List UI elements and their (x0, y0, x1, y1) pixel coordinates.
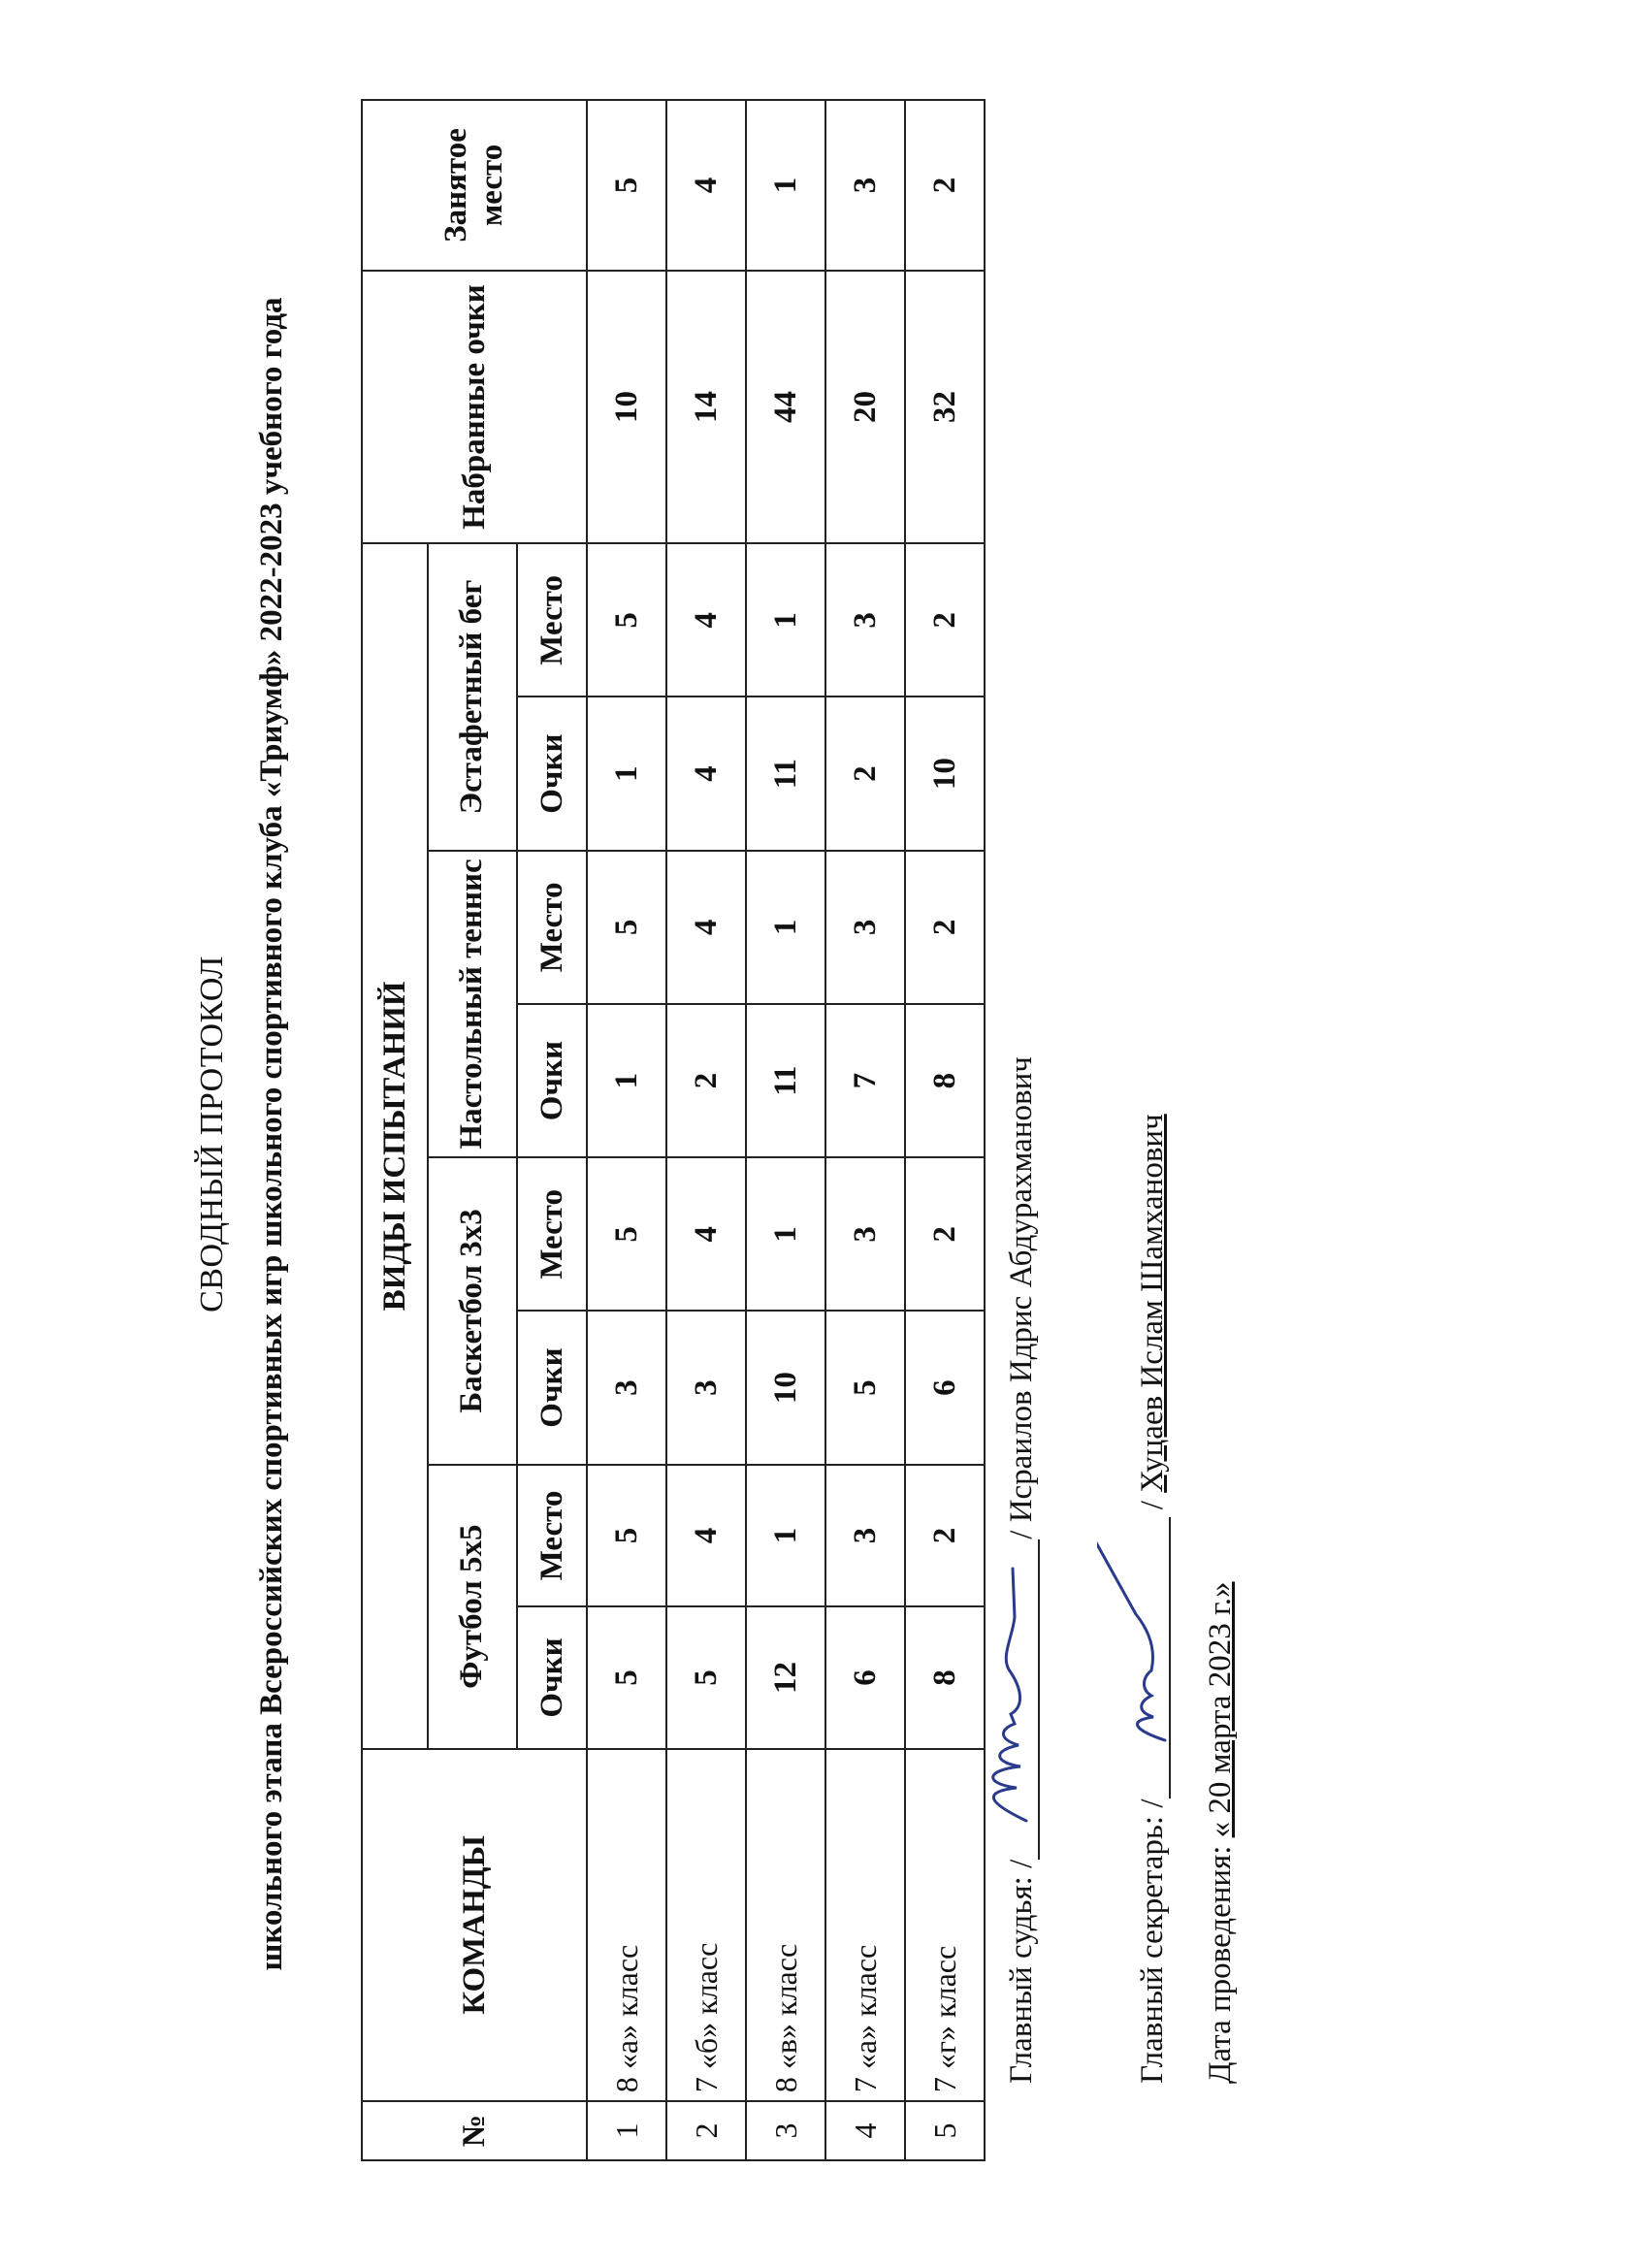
cell-c8: 1 (746, 543, 825, 697)
header-final-place: Занятое место (362, 100, 587, 271)
cell-c1: 6 (825, 1606, 905, 1749)
cell-c2: 5 (587, 1465, 666, 1607)
team-name: 8 «а» класс (587, 1749, 666, 2101)
cell-c6: 2 (905, 851, 985, 1004)
cell-c4: 5 (587, 1157, 666, 1311)
table-row (666, 100, 746, 2160)
cell-place: 3 (825, 100, 905, 271)
row-number: 1 (587, 2101, 666, 2160)
secretary-label: Главный секретарь: / (1135, 1798, 1170, 2084)
cell-c5: 8 (905, 1004, 985, 1157)
cell-c7: 11 (746, 697, 825, 851)
table-row (825, 100, 905, 2160)
row-number: 2 (666, 2101, 746, 2160)
cell-total: 14 (666, 271, 746, 543)
header-event-football: Футбол 5х5 (428, 1465, 517, 1749)
table-body (587, 100, 985, 2160)
judge-signature-icon (966, 1539, 1044, 1860)
table-row (746, 100, 825, 2160)
cell-place: 2 (905, 100, 985, 271)
cell-c4: 4 (666, 1157, 746, 1311)
cell-c7: 10 (905, 697, 985, 851)
cell-c8: 3 (825, 543, 905, 697)
cell-c1: 8 (905, 1606, 985, 1749)
date-label: Дата проведения: (1203, 1845, 1238, 2084)
judge-label: Главный судья: / (1004, 1859, 1039, 2084)
col-place: Место (517, 1157, 587, 1311)
date-value: « 20 марта 2023 г.» (1203, 1581, 1238, 1838)
date-line (1203, 1581, 1239, 2084)
header-total-points: Набранные очки (362, 271, 587, 543)
cell-c3: 3 (587, 1311, 666, 1464)
cell-total: 44 (746, 271, 825, 543)
cell-c8: 5 (587, 543, 666, 697)
team-name: 7 «г» класс (905, 1749, 985, 2101)
secretary-signature-line (1136, 1517, 1171, 1798)
secretary-name: Хуцаев Ислам Шамханович (1135, 1114, 1170, 1493)
cell-place: 5 (587, 100, 666, 271)
cell-c7: 4 (666, 697, 746, 851)
cell-c5: 1 (587, 1004, 666, 1157)
header-event-basketball: Баскетбол 3х3 (428, 1157, 517, 1464)
team-name: 7 «б» класс (666, 1749, 746, 2101)
cell-place: 1 (746, 100, 825, 271)
cell-c3: 10 (746, 1311, 825, 1464)
secretary-line (1135, 1114, 1171, 2084)
cell-c1: 12 (746, 1606, 825, 1749)
cell-c2: 1 (746, 1465, 825, 1607)
cell-c2: 4 (666, 1465, 746, 1607)
row-number: 4 (825, 2101, 905, 2160)
col-points: Очки (517, 697, 587, 851)
table-row (587, 100, 666, 2160)
cell-c8: 2 (905, 543, 985, 697)
secretary-signature-icon (1097, 1517, 1184, 1798)
col-points: Очки (517, 1311, 587, 1464)
cell-c1: 5 (666, 1606, 746, 1749)
cell-c4: 3 (825, 1157, 905, 1311)
cell-c6: 3 (825, 851, 905, 1004)
cell-c6: 4 (666, 851, 746, 1004)
cell-c1: 5 (587, 1606, 666, 1749)
cell-c3: 6 (905, 1311, 985, 1464)
cell-c5: 11 (746, 1004, 825, 1157)
col-place: Место (517, 851, 587, 1004)
cell-place: 4 (666, 100, 746, 271)
cell-total: 10 (587, 271, 666, 543)
results-table (361, 99, 986, 2161)
cell-c6: 5 (587, 851, 666, 1004)
cell-c2: 3 (825, 1465, 905, 1607)
team-name: 8 «в» класс (746, 1749, 825, 2101)
document-subtitle: школьного этапа Всероссийских спортивных игр школьного спортивного клуба «Триумф» 2022-2023 учебного года (254, 297, 289, 1971)
team-name: 7 «а» класс (825, 1749, 905, 2101)
row-number: 3 (746, 2101, 825, 2160)
judge-name: / Исраилов Идрис Абдурахманович (1004, 1056, 1039, 1539)
secretary-separator: / (1135, 1501, 1170, 1510)
cell-c4: 2 (905, 1157, 985, 1311)
judge-signature-line (1005, 1539, 1040, 1860)
judge-line (1004, 1056, 1040, 2084)
header-events: ВИДЫ ИСПЫТАНИЙ (362, 543, 428, 1749)
cell-c3: 5 (825, 1311, 905, 1464)
cell-c7: 2 (825, 697, 905, 851)
cell-total: 32 (905, 271, 985, 543)
col-points: Очки (517, 1004, 587, 1157)
header-teams: КОМАНДЫ (362, 1749, 587, 2101)
cell-c5: 2 (666, 1004, 746, 1157)
col-place: Место (517, 1465, 587, 1607)
cell-total: 20 (825, 271, 905, 543)
cell-c6: 1 (746, 851, 825, 1004)
cell-c4: 1 (746, 1157, 825, 1311)
col-place: Место (517, 543, 587, 697)
header-num: № (362, 2101, 587, 2160)
cell-c2: 2 (905, 1465, 985, 1607)
header-event-relay: Эстафетный бег (428, 543, 517, 851)
cell-c5: 7 (825, 1004, 905, 1157)
document-title: СВОДНЫЙ ПРОТОКОЛ (194, 956, 230, 1312)
header-event-table-tennis: Настольный теннис (428, 851, 517, 1157)
cell-c3: 3 (666, 1311, 746, 1464)
cell-c8: 4 (666, 543, 746, 697)
row-number: 5 (905, 2101, 985, 2160)
cell-c7: 1 (587, 697, 666, 851)
col-points: Очки (517, 1606, 587, 1749)
